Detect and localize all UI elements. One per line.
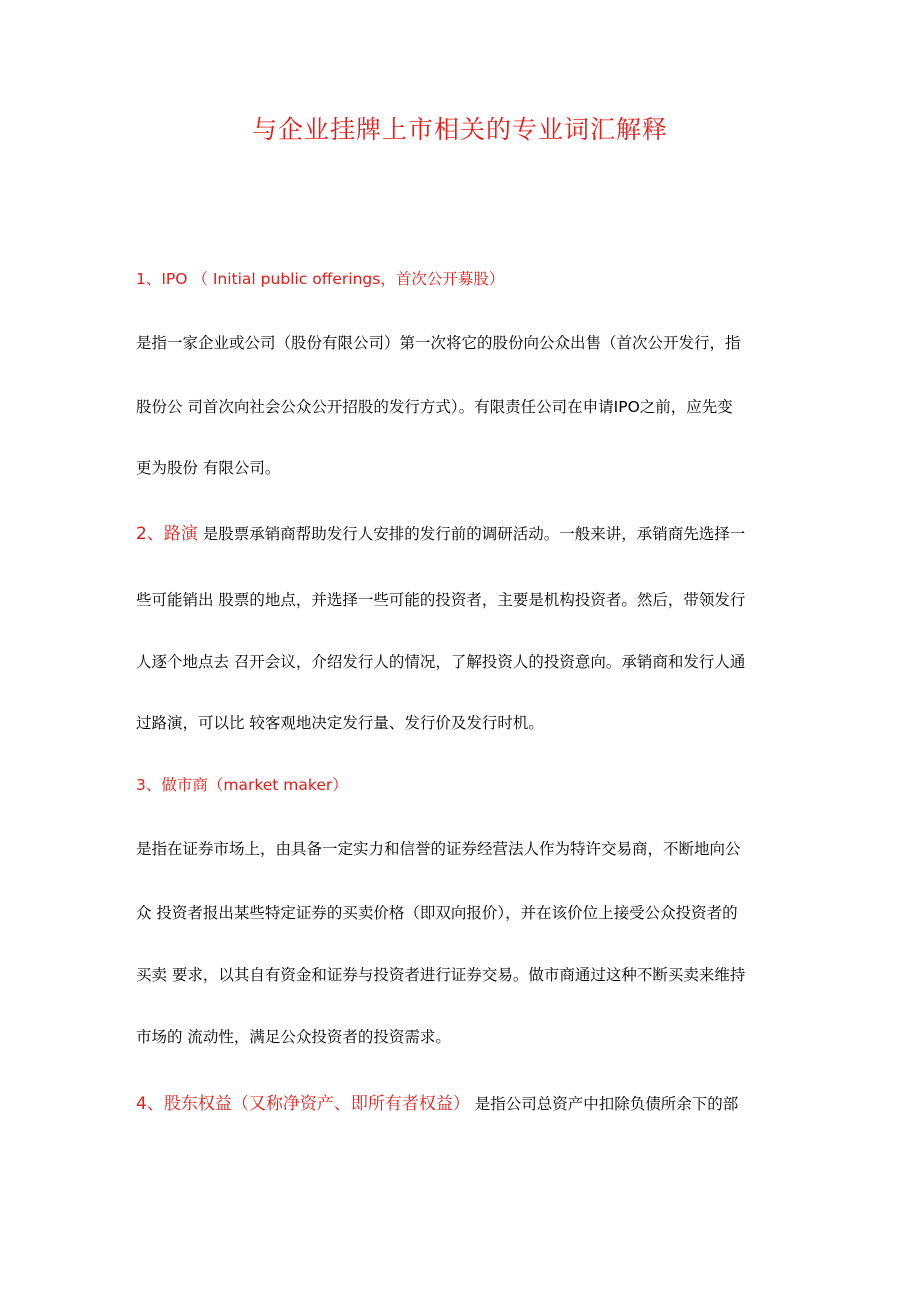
section-1-line-3: 更为股份 有限公司。 (136, 459, 281, 477)
section-4-lead-text: 是指公司总资产中扣除负债所余下的部 (469, 1095, 739, 1113)
section-3-line-3: 买卖 要求，以其自有资金和证券与投资者进行证券交易。做市商通过这种不断买卖来维持 (136, 966, 746, 984)
section-2-line-3: 过路演，可以比 较客观地决定发行量、发行价及发行时机。 (136, 714, 544, 732)
section-2-line-1: 些可能销出 股票的地点，并选择一些可能的投资者，主要是机构投资者。然后，带领发行 (136, 591, 746, 609)
section-4-heading: 4、股东权益（又称净资产、即所有者权益） (136, 1094, 470, 1114)
section-2-first-line (136, 523, 786, 545)
section-3-line-4: 市场的 流动性，满足公众投资者的投资需求。 (136, 1028, 451, 1046)
section-3-heading: 3、做市商（market maker） (136, 776, 348, 794)
section-1-line-1: 是指一家企业或公司（股份有限公司）第一次将它的股份向公众出售（首次公开发行，指 (136, 334, 741, 352)
section-2-lead-text: 是股票承销商帮助发行人安排的发行前的调研活动。一般来讲，承销商先选择一 (197, 525, 746, 543)
section-4-first-line (136, 1093, 786, 1115)
section-2-line-2: 人逐个地点去 召开会议，介绍发行人的情况，了解投资人的投资意向。承销商和发行人通 (136, 653, 746, 671)
section-2-heading: 2、路演 (136, 524, 198, 544)
document-title: 与企业挂牌上市相关的专业词汇解释 (251, 115, 668, 144)
section-3-line-1: 是指在证券市场上，由具备一定实力和信誉的证券经营法人作为特许交易商，不断地向公 (136, 840, 741, 858)
section-1-heading: 1、IPO （ Initial public offerings，首次公开募股） (136, 270, 505, 288)
section-3-line-2: 众 投资者报出某些特定证券的买卖价格（即双向报价），并在该价位上接受公众投资者的 (136, 904, 738, 922)
section-1-line-2: 股份公 司首次向社会公众公开招股的发行方式）。有限责任公司在申请IPO之前，应先变 (136, 398, 733, 416)
